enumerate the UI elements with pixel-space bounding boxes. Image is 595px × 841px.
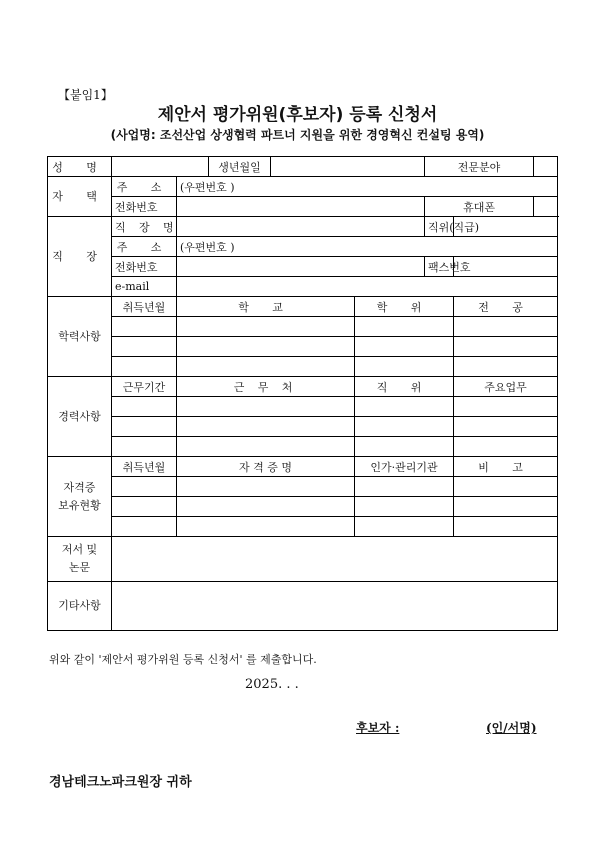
certificate-cell[interactable] [454, 477, 558, 497]
certificate-section-line1: 자격증 [63, 480, 96, 494]
certificate-cell[interactable] [177, 497, 355, 517]
career-header-employer: 근 무 처 [177, 377, 355, 397]
education-cell[interactable] [355, 357, 454, 377]
work-address-field[interactable] [177, 237, 558, 257]
certificate-section-label [48, 457, 112, 537]
specialty-field[interactable] [534, 157, 558, 177]
submission-date: 2025. . . [245, 677, 299, 692]
form-title: 제안서 평가위원(후보자) 등록 신청서 [157, 105, 438, 125]
education-cell[interactable] [177, 357, 355, 377]
education-cell[interactable] [177, 317, 355, 337]
publications-field[interactable] [112, 537, 558, 582]
certificate-cell[interactable] [177, 517, 355, 537]
career-cell[interactable] [454, 397, 558, 417]
education-header-major: 전 공 [454, 297, 558, 317]
birth-field[interactable] [271, 157, 425, 177]
education-header-degree: 학 위 [355, 297, 454, 317]
certificate-section-line2: 보유현황 [58, 498, 101, 512]
education-cell[interactable] [454, 357, 558, 377]
education-cell[interactable] [112, 317, 177, 337]
submission-statement: 위와 같이 '제안서 평가위원 등록 신청서' 를 제출합니다. [49, 653, 317, 666]
certificate-header-name: 자 격 증 명 [177, 457, 355, 477]
career-cell[interactable] [177, 397, 355, 417]
name-row [48, 157, 558, 177]
application-form-table [47, 156, 558, 631]
career-cell[interactable] [454, 417, 558, 437]
career-cell[interactable] [112, 397, 177, 417]
work-section-label: 직 장 [48, 217, 112, 297]
name-label: 성 명 [48, 157, 112, 177]
home-postal-code: (우편번호 ) [180, 180, 235, 194]
education-section-label: 학력사항 [48, 297, 112, 377]
career-row [48, 417, 558, 437]
certificate-cell[interactable] [177, 477, 355, 497]
home-address-field[interactable] [177, 177, 558, 197]
certificate-cell[interactable] [355, 517, 454, 537]
career-section-label: 경력사항 [48, 377, 112, 457]
email-field[interactable] [177, 277, 558, 297]
career-cell[interactable] [355, 417, 454, 437]
home-section-label: 자 택 [48, 177, 112, 217]
certificate-cell[interactable] [355, 477, 454, 497]
fax-label: 팩스번호 [425, 257, 454, 277]
seal-signature-label: (인/서명) [486, 721, 537, 735]
email-label: e-mail [112, 277, 177, 297]
career-cell[interactable] [177, 437, 355, 457]
certificate-cell[interactable] [355, 497, 454, 517]
education-row [48, 337, 558, 357]
certificate-header-issuer: 인가·관리기관 [355, 457, 454, 477]
education-cell[interactable] [355, 317, 454, 337]
education-row [48, 317, 558, 337]
home-phone-label: 전화번호 [112, 197, 177, 217]
education-cell[interactable] [112, 337, 177, 357]
work-address-label: 주 소 [112, 237, 177, 257]
education-header-school: 학 교 [177, 297, 355, 317]
certificate-cell[interactable] [454, 497, 558, 517]
other-label: 기타사항 [48, 582, 112, 631]
work-postal-code: (우편번호 ) [180, 240, 235, 254]
work-phone-label: 전화번호 [112, 257, 177, 277]
workplace-label: 직 장 명 [112, 217, 177, 237]
work-phone-field[interactable] [177, 257, 425, 277]
other-field[interactable] [112, 582, 558, 631]
addressee: 경남테크노파크원장 귀하 [49, 775, 192, 790]
career-header-position: 직 위 [355, 377, 454, 397]
education-header-date: 취득년월 [112, 297, 177, 317]
career-cell[interactable] [177, 417, 355, 437]
publications-label [48, 537, 112, 582]
certificate-row [48, 477, 558, 497]
career-row [48, 397, 558, 417]
certificate-cell[interactable] [454, 517, 558, 537]
education-cell[interactable] [454, 337, 558, 357]
certificate-row [48, 497, 558, 517]
home-address-label: 주 소 [112, 177, 177, 197]
career-header-period: 근무기간 [112, 377, 177, 397]
certificate-cell[interactable] [112, 497, 177, 517]
certificate-cell[interactable] [112, 517, 177, 537]
home-phone-field[interactable] [177, 197, 425, 217]
name-field[interactable] [112, 157, 209, 177]
career-cell[interactable] [355, 437, 454, 457]
position-label: 직위(직급) [425, 217, 454, 237]
attachment-label: 【붙임1】 [58, 88, 113, 102]
certificate-header-date: 취득년월 [112, 457, 177, 477]
publications-label-line2: 논문 [68, 561, 91, 574]
certificate-header-remarks: 비 고 [454, 457, 558, 477]
birth-label: 생년월일 [209, 157, 271, 177]
career-cell[interactable] [454, 437, 558, 457]
career-cell[interactable] [355, 397, 454, 417]
career-row [48, 437, 558, 457]
career-cell[interactable] [112, 437, 177, 457]
certificate-cell[interactable] [112, 477, 177, 497]
education-cell[interactable] [112, 357, 177, 377]
publications-label-line1: 저서 및 [61, 543, 98, 556]
education-cell[interactable] [355, 337, 454, 357]
workplace-field[interactable] [177, 217, 425, 237]
certificate-row [48, 517, 558, 537]
applicant-label: 후보자 : [356, 721, 400, 735]
mobile-label: 휴대폰 [425, 197, 534, 217]
career-cell[interactable] [112, 417, 177, 437]
education-cell[interactable] [454, 317, 558, 337]
education-row [48, 357, 558, 377]
form-subtitle: (사업명: 조선산업 상생협력 파트너 지원을 위한 경영혁신 컨설팅 용역) [110, 128, 485, 142]
mobile-field[interactable] [534, 197, 558, 217]
specialty-label: 전문분야 [425, 157, 534, 177]
education-cell[interactable] [177, 337, 355, 357]
career-header-duties: 주요업무 [454, 377, 558, 397]
